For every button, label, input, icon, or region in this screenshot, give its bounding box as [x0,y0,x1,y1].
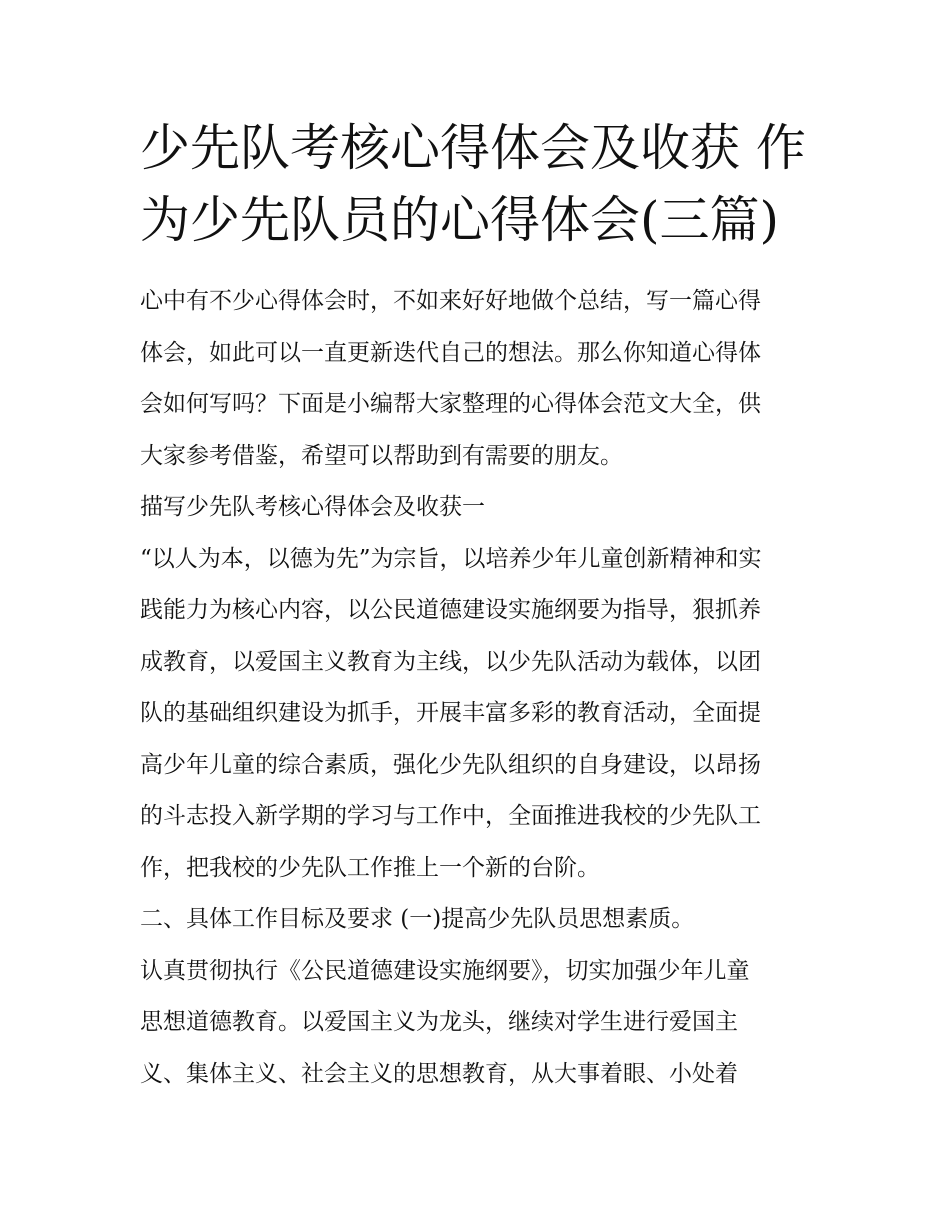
document-body [140,276,820,1100]
paragraph-line: 高少年儿童的综合素质，强化少先队组织的自身建设，以昂扬 [140,751,761,778]
paragraph-line: 体会，如此可以一直更新迭代自己的想法。那么你知道心得体 [140,339,761,366]
paragraph-line: 心中有不少心得体会时，不如来好好地做个总结，写一篇心得 [140,288,761,314]
paragraph-line: “以人为本，以德为先”为宗旨，以培养少年儿童创新精神和实 [140,545,762,572]
paragraph-line: 会如何写吗？下面是小编帮大家整理的心得体会范文大全，供 [140,391,761,417]
section-heading: 二、具体工作目标及要求 (一)提高少先队员思想素质。 [140,906,695,932]
paragraph-line: 践能力为核心内容，以公民道德建设实施纲要为指导，狠抓养 [140,597,761,623]
paragraph-line: 大家参考借鉴，希望可以帮助到有需要的朋友。 [140,442,623,469]
title-line-1: 少先队考核心得体会及收获 作 [140,119,806,177]
paragraph-line: 队的基础组织建设为抓手，开展丰富多彩的教育活动，全面提 [140,700,761,726]
paragraph-line: 认真贯彻执行《公民道德建设实施纲要》，切实加强少年儿童 [140,957,750,984]
section-heading: 描写少先队考核心得体会及收获一 [140,494,485,520]
paragraph-line: 的斗志投入新学期的学习与工作中，全面推进我校的少先队工 [140,803,761,829]
document-title [140,112,820,256]
paragraph-line: 作，把我校的少先队工作推上一个新的台阶。 [140,854,600,881]
paragraph-line: 成教育，以爱国主义教育为主线，以少先队活动为载体，以团 [140,648,761,675]
paragraph-line: 义、集体主义、社会主义的思想教育，从大事着眼、小处着 [140,1060,738,1087]
paragraph-line: 思想道德教育。以爱国主义为龙头，继续对学生进行爱国主 [140,1009,738,1035]
title-line-2: 为少先队员的心得体会(三篇) [140,191,780,249]
